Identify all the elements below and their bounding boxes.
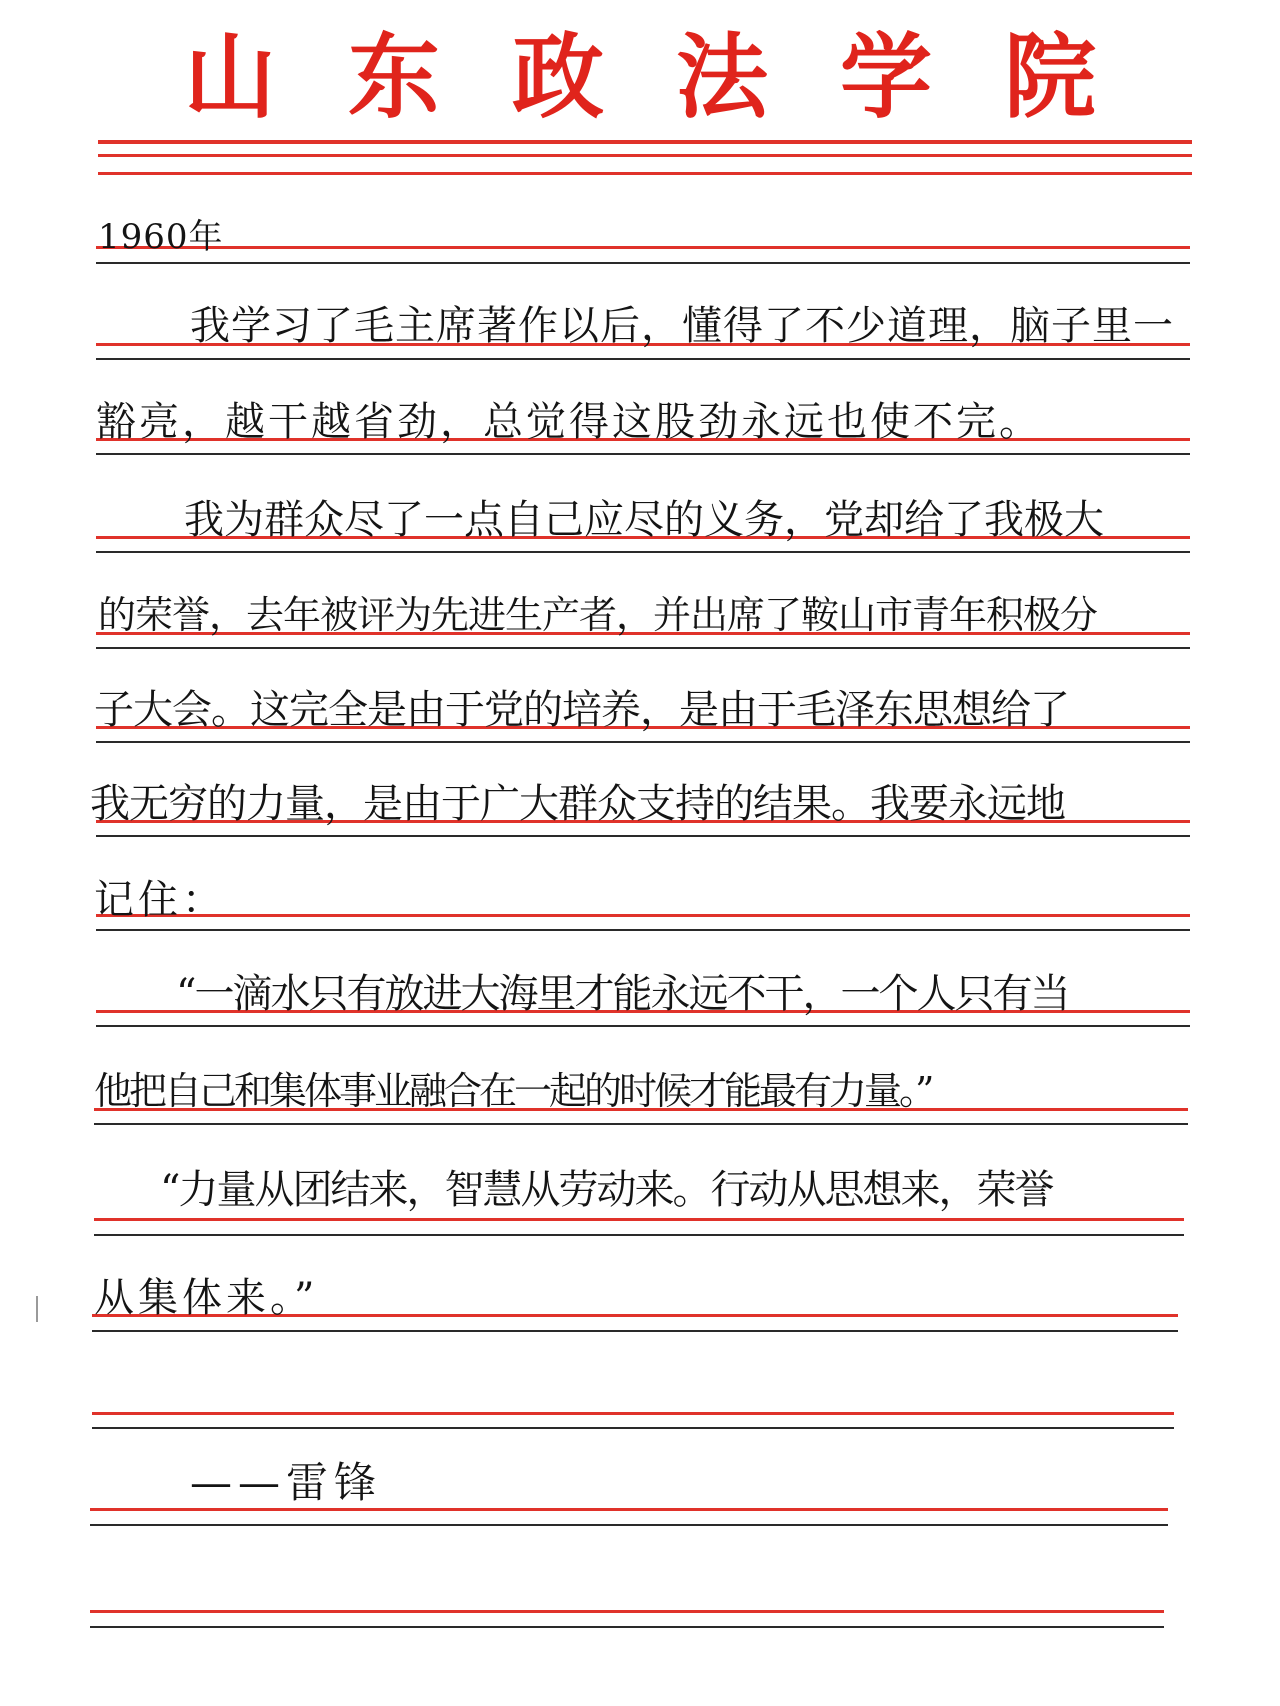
letter-line: 我学习了毛主席著作以后，懂得了不少道理，脑子里一 bbox=[190, 303, 1174, 349]
ruled-line bbox=[90, 1524, 1168, 1526]
letterhead-char: 院 bbox=[1003, 24, 1096, 131]
letter-year: 1960年 bbox=[98, 217, 224, 257]
letterhead-rule bbox=[98, 140, 1192, 144]
letterhead-char: 法 bbox=[675, 24, 768, 131]
letter-line: 我无穷的力量，是由于广大群众支持的结果。我要永远地 bbox=[90, 781, 1065, 827]
ruled-line bbox=[96, 647, 1190, 649]
ruled-line bbox=[90, 1610, 1164, 1613]
letter-line: 从集体来。” bbox=[94, 1275, 319, 1321]
letterhead-char: 山 bbox=[183, 24, 276, 131]
letter-line: “一滴水只有放进大海里才能永远不干，一个人只有当 bbox=[176, 971, 1069, 1017]
letterhead-title bbox=[160, 24, 1120, 131]
letterhead-char: 学 bbox=[839, 24, 932, 131]
letter-line: 子大会。这完全是由于党的培养，是由于毛泽东思想给了 bbox=[94, 687, 1069, 733]
letterhead-rule bbox=[98, 154, 1192, 157]
ruled-line bbox=[90, 1626, 1164, 1628]
ruled-line bbox=[92, 1427, 1174, 1429]
scan-mark bbox=[36, 1296, 38, 1322]
letter-signature: ——雷锋 bbox=[190, 1458, 383, 1507]
ruled-line bbox=[96, 835, 1190, 837]
letterhead-char: 政 bbox=[511, 24, 604, 131]
ruled-line bbox=[96, 1025, 1190, 1027]
ruled-line bbox=[92, 1412, 1174, 1415]
ruled-line bbox=[96, 914, 1190, 917]
letter-line: 豁亮，越干越省劲，总觉得这股劲永远也使不完。 bbox=[96, 399, 1042, 445]
ruled-line bbox=[96, 929, 1190, 931]
ruled-line bbox=[90, 1508, 1168, 1511]
letterhead-char: 东 bbox=[347, 24, 440, 131]
ruled-line bbox=[92, 1330, 1178, 1332]
ruled-line bbox=[96, 358, 1190, 360]
letter-line: 我为群众尽了一点自己应尽的义务，党却给了我极大 bbox=[184, 497, 1104, 543]
ruled-line bbox=[96, 246, 1190, 249]
ruled-line bbox=[96, 453, 1190, 455]
ruled-line bbox=[94, 1234, 1184, 1236]
letterhead-rule bbox=[98, 172, 1192, 175]
ruled-line bbox=[96, 551, 1190, 553]
letter-line: “力量从团结来，智慧从劳动来。行动从思想来，荣誉 bbox=[160, 1167, 1053, 1213]
ruled-line bbox=[94, 1123, 1188, 1125]
ruled-line bbox=[96, 741, 1190, 743]
ruled-line bbox=[94, 1218, 1184, 1221]
letter-line: 的荣誉，去年被评为先进生产者，并出席了鞍山市青年积极分 bbox=[98, 593, 1098, 637]
letter-line: 记住： bbox=[94, 877, 226, 923]
letter-line: 他把自己和集体事业融合在一起的时候才能最有力量。” bbox=[94, 1069, 932, 1113]
ruled-line bbox=[96, 262, 1190, 264]
